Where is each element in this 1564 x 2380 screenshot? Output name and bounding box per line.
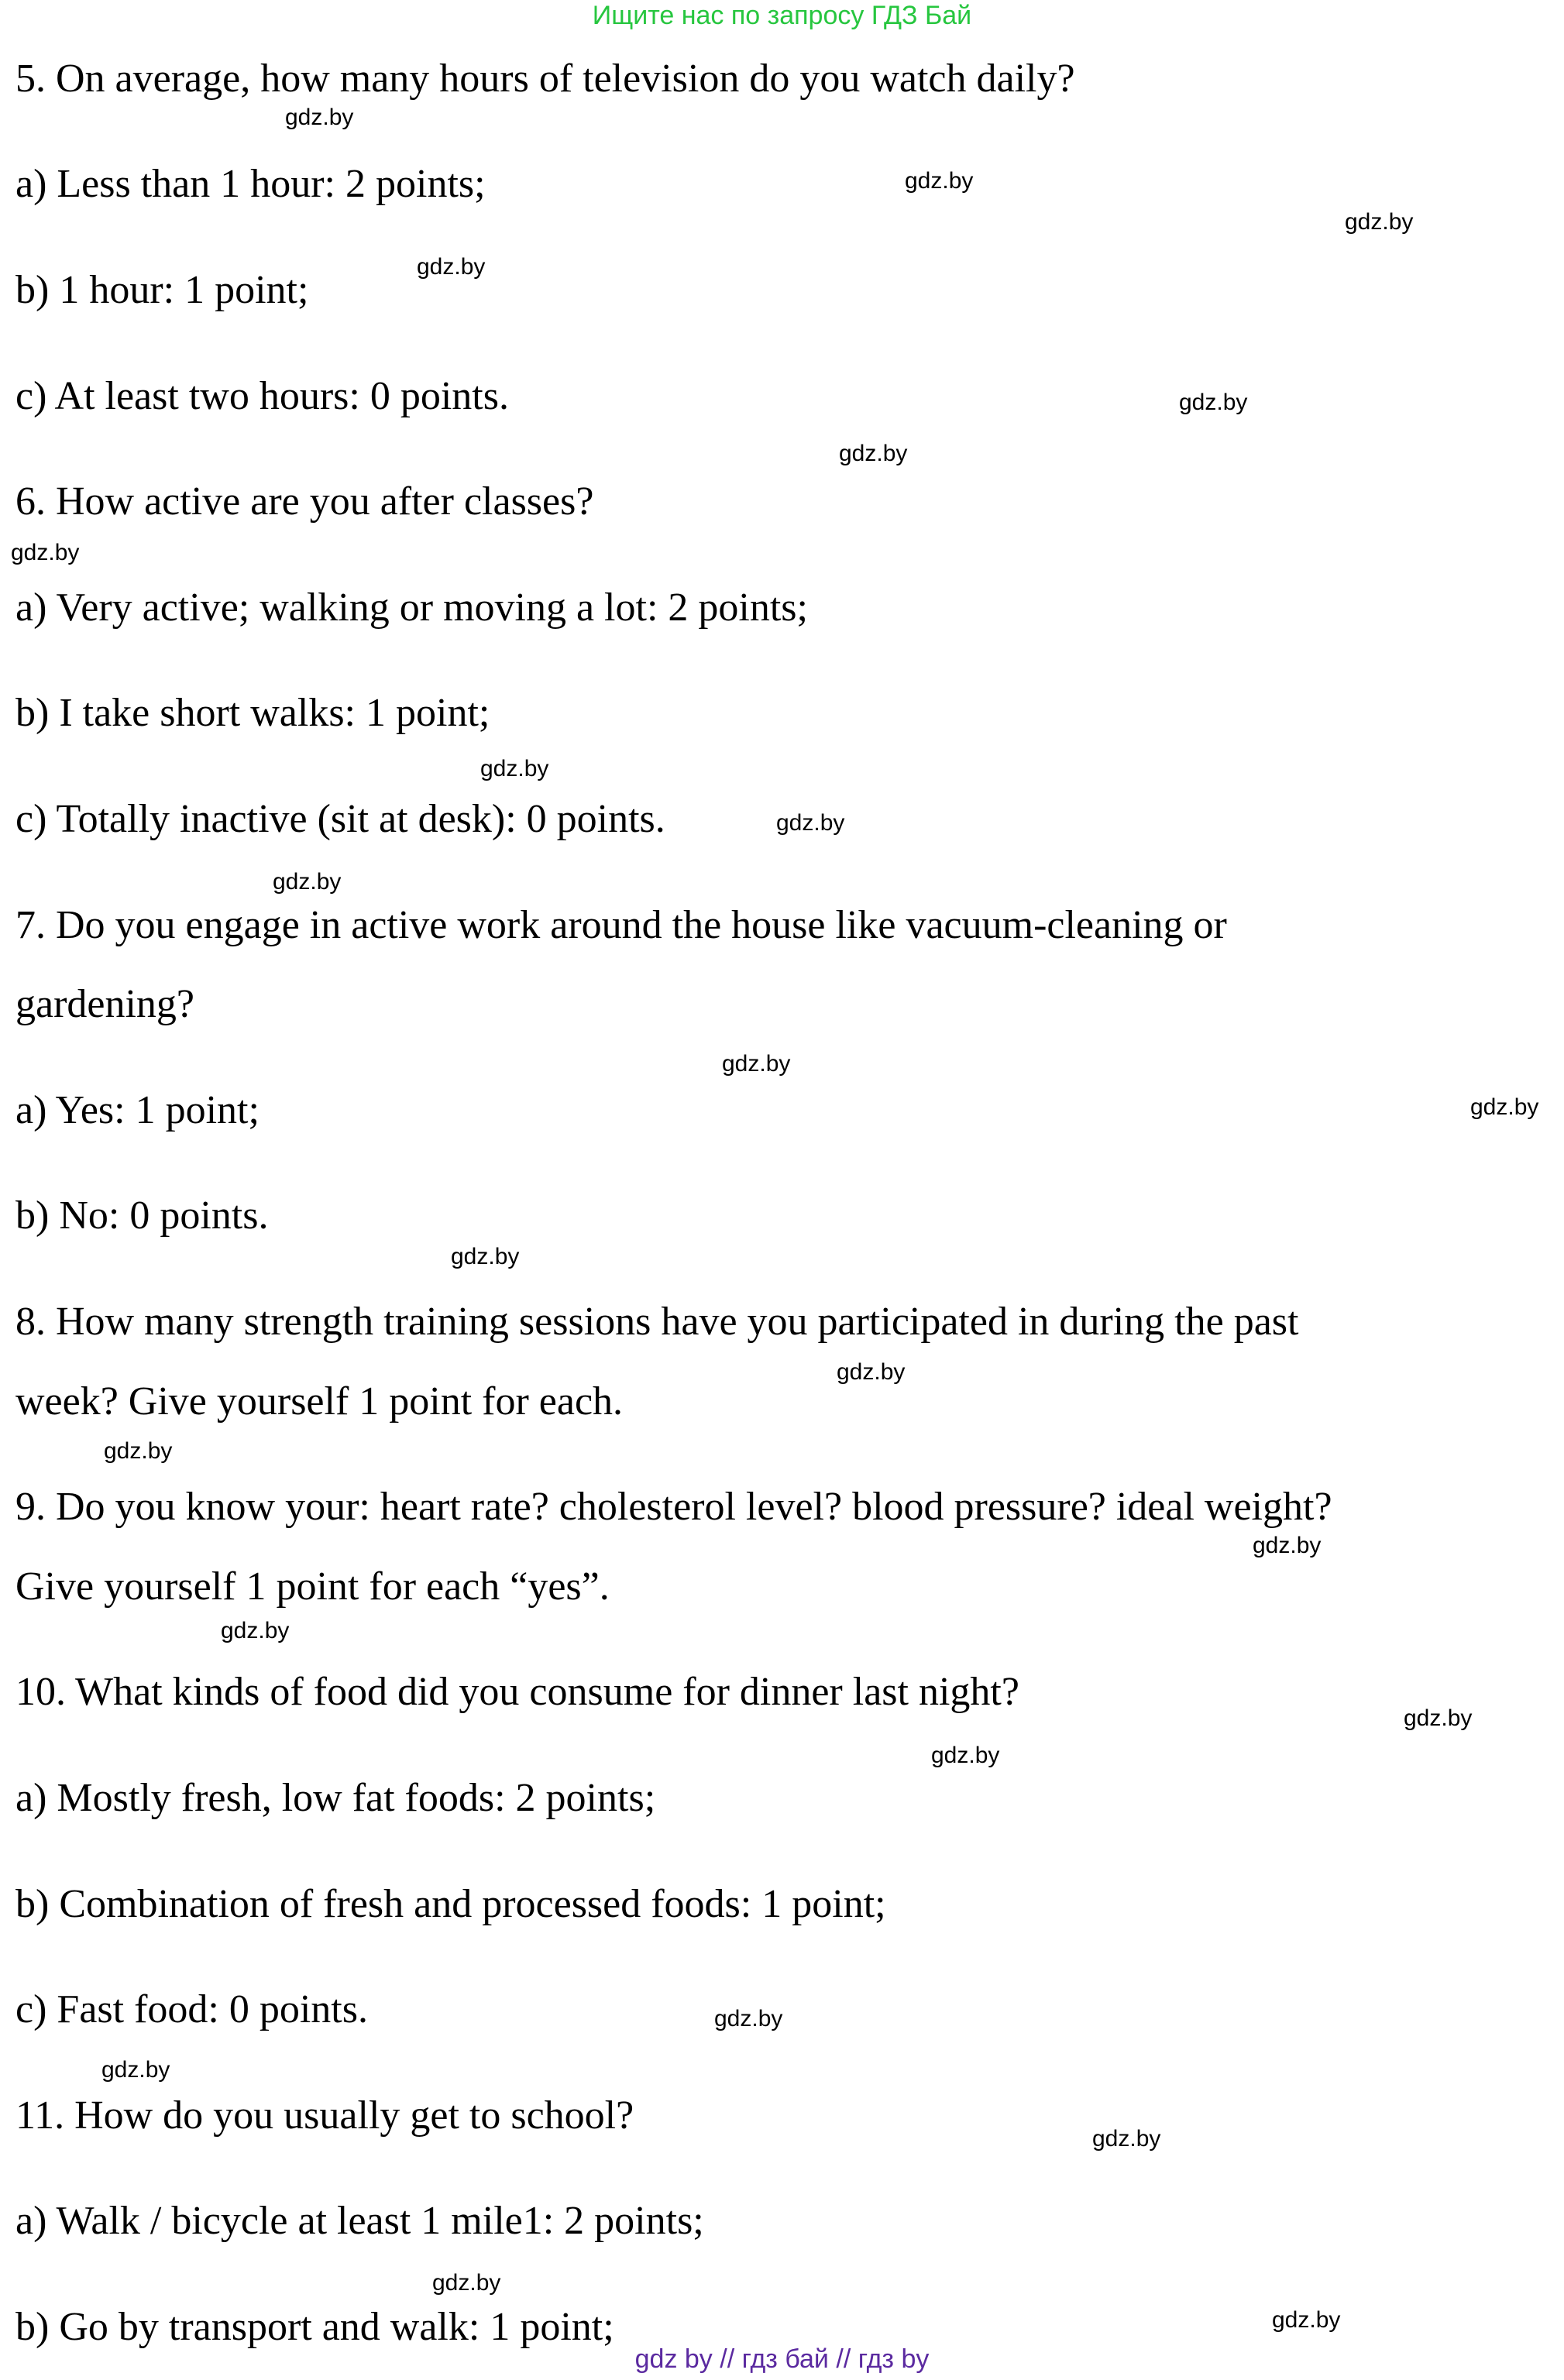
answer-5b: b) 1 hour: 1 point; [15, 268, 309, 312]
question-7-line1: 7. Do you engage in active work around the house like vacuum-cleaning or [15, 903, 1227, 947]
question-8-line2: week? Give yourself 1 point for each. [15, 1379, 624, 1424]
answer-6a: a) Very active; walking or moving a lot: 2 points; [15, 586, 808, 630]
watermark: gdz.by [1404, 1705, 1473, 1731]
watermark: gdz.by [905, 168, 974, 194]
question-8-line1: 8. How many strength training sessions have you participated in during the past [15, 1300, 1299, 1344]
watermark: gdz.by [417, 254, 486, 280]
watermark: gdz.by [104, 1438, 173, 1464]
watermark: gdz.by [480, 756, 549, 781]
watermark: gdz.by [714, 2006, 783, 2031]
watermark: gdz.by [1272, 2307, 1341, 2333]
footer-banner: gdz by // гдз бай // гдз by [634, 2344, 930, 2374]
watermark: gdz.by [722, 1051, 791, 1077]
answer-6c: c) Totally inactive (sit at desk): 0 points. [15, 797, 665, 841]
watermark: gdz.by [1345, 209, 1414, 235]
question-9-line2: Give yourself 1 point for each “yes”. [15, 1564, 610, 1609]
watermark: gdz.by [837, 1359, 906, 1385]
watermark: gdz.by [432, 2270, 501, 2296]
watermark: gdz.by [221, 1618, 290, 1643]
answer-7b: b) No: 0 points. [15, 1193, 269, 1238]
answer-5a: a) Less than 1 hour: 2 points; [15, 162, 486, 206]
watermark: gdz.by [273, 869, 342, 895]
answer-6b: b) I take short walks: 1 point; [15, 691, 490, 735]
question-7-line2: gardening? [15, 982, 195, 1026]
watermark: gdz.by [101, 2057, 170, 2083]
question-6: 6. How active are you after classes? [15, 479, 594, 524]
question-10: 10. What kinds of food did you consume for dinner last night? [15, 1670, 1019, 1714]
watermark: gdz.by [1092, 2126, 1161, 2152]
answer-5c: c) At least two hours: 0 points. [15, 374, 509, 418]
watermark: gdz.by [11, 540, 80, 565]
question-9-line1: 9. Do you know your: heart rate? cholesterol level? blood pressure? ideal weight? [15, 1485, 1332, 1529]
watermark: gdz.by [1253, 1533, 1322, 1558]
answer-11b: b) Go by transport and walk: 1 point; [15, 2305, 614, 2349]
watermark: gdz.by [451, 1244, 520, 1269]
watermark: gdz.by [776, 810, 845, 836]
answer-7a: a) Yes: 1 point; [15, 1088, 260, 1132]
answer-10a: a) Mostly fresh, low fat foods: 2 points; [15, 1776, 656, 1820]
question-11: 11. How do you usually get to school? [15, 2093, 634, 2138]
answer-10c: c) Fast food: 0 points. [15, 1987, 368, 2031]
watermark: gdz.by [839, 441, 908, 466]
header-banner: Ищите нас по запросу ГДЗ Бай [592, 1, 972, 30]
answer-11a: a) Walk / bicycle at least 1 mile1: 2 points; [15, 2199, 704, 2243]
answer-10b: b) Combination of fresh and processed foods: 1 point; [15, 1882, 886, 1926]
watermark: gdz.by [1470, 1094, 1539, 1120]
watermark: gdz.by [931, 1743, 1000, 1768]
question-5: 5. On average, how many hours of television do you watch daily? [15, 57, 1075, 101]
watermark: gdz.by [1179, 390, 1248, 415]
watermark: gdz.by [285, 105, 354, 130]
